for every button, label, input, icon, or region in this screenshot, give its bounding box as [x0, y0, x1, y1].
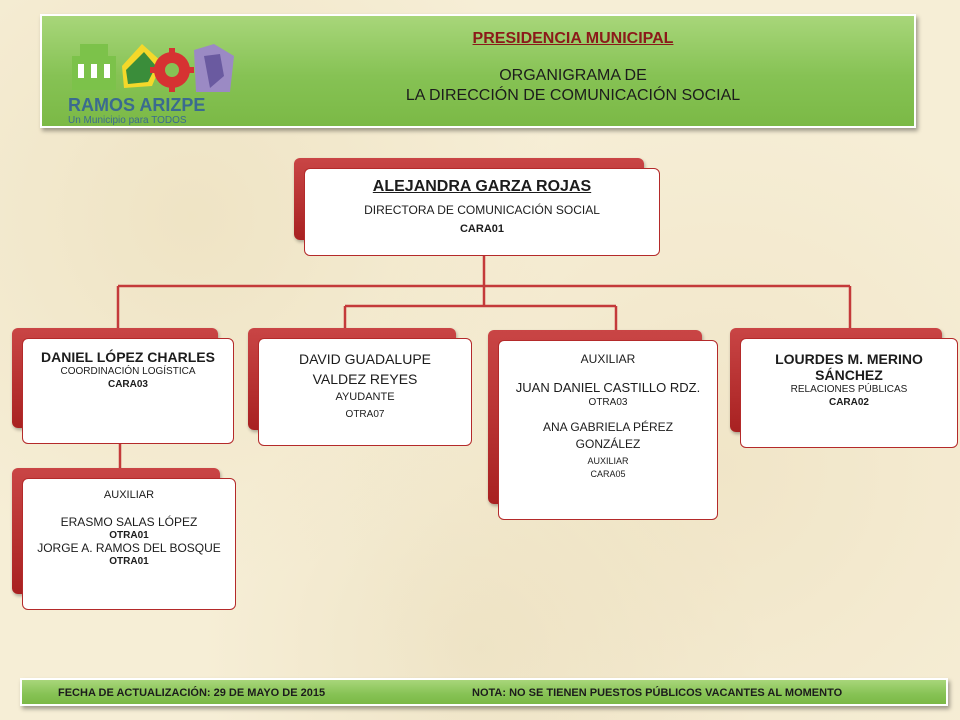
logistics-code: CARA03	[107, 379, 148, 390]
director-box	[294, 158, 660, 256]
assistant-name-line-1: DAVID GUADALUPE	[299, 351, 431, 367]
subtitle-line-1: ORGANIGRAMA DE	[499, 67, 647, 84]
logo-tagline: Un Municipio para TODOS	[68, 115, 187, 126]
auxiliar-box	[488, 330, 718, 520]
logistics-aux-person-2: JORGE A. RAMOS DEL BOSQUE	[37, 541, 221, 555]
public-relations-code: CARA02	[828, 397, 869, 408]
public-relations-box	[730, 328, 958, 448]
logistics-aux-code-2: OTRA01	[109, 556, 149, 567]
assistant-name-line-2: VALDEZ REYES	[312, 371, 418, 387]
auxiliar-code-2: CARA05	[590, 469, 626, 479]
logistics-aux-code-1: OTRA01	[109, 530, 149, 541]
logistics-aux-person-1: ERASMO SALAS LÓPEZ	[60, 515, 198, 529]
update-date: FECHA DE ACTUALIZACIÓN: 29 DE MAYO DE 2015	[58, 687, 326, 699]
public-relations-name: LOURDES M. MERINO SÁNCHEZ	[775, 351, 923, 383]
public-relations-position: RELACIONES PÚBLICAS	[790, 384, 908, 395]
vacancy-note: NOTA: NO SE TIENEN PUESTOS PÚBLICOS VACANTES AL MOMENTO	[472, 687, 843, 699]
assistant-box	[248, 328, 472, 446]
auxiliar-position-2: AUXILIAR	[587, 456, 629, 466]
footer-banner	[20, 678, 948, 706]
logo-text: RAMOS ARIZPE	[68, 95, 206, 115]
auxiliar-person-2-line-1: ANA GABRIELA PÉREZ	[542, 420, 674, 434]
page-title: PRESIDENCIA MUNICIPAL	[472, 30, 674, 47]
logistics-name: DANIEL LÓPEZ CHARLES	[41, 349, 215, 365]
logistics-aux-title: AUXILIAR	[103, 489, 155, 501]
director-position: DIRECTORA DE COMUNICACIÓN SOCIAL	[364, 203, 600, 217]
auxiliar-person-1: JUAN DANIEL CASTILLO RDZ.	[515, 380, 701, 395]
logistics-box	[12, 328, 234, 444]
assistant-position: AYUDANTE	[335, 391, 395, 403]
subtitle-line-2: LA DIRECCIÓN DE COMUNICACIÓN SOCIAL	[405, 87, 741, 104]
logistics-aux-box	[12, 468, 236, 610]
auxiliar-title: AUXILIAR	[580, 352, 636, 366]
auxiliar-code-1: OTRA03	[588, 397, 628, 408]
auxiliar-person-2-line-2: GONZÁLEZ	[575, 437, 641, 451]
assistant-code: OTRA07	[345, 409, 385, 420]
logistics-position: COORDINACIÓN LOGÍSTICA	[60, 366, 196, 377]
director-name: ALEJANDRA GARZA ROJAS	[372, 178, 592, 195]
director-code: CARA01	[459, 223, 504, 235]
